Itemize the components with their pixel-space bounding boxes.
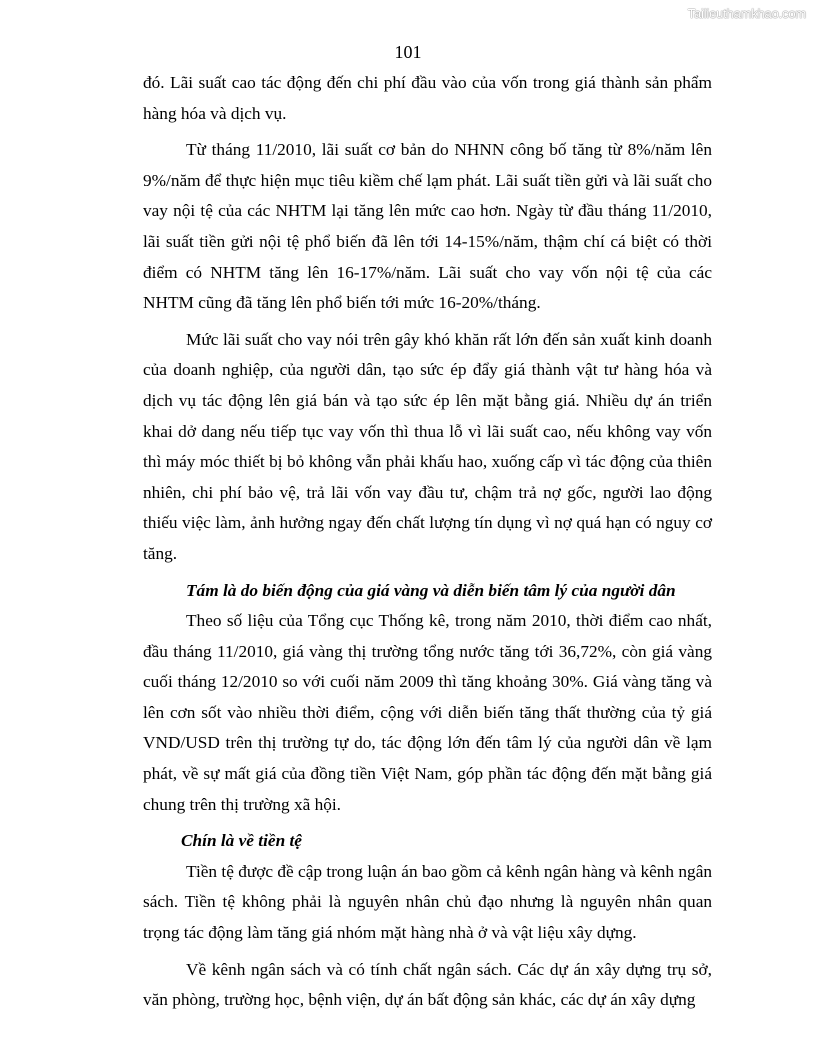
watermark: Tailieuthamkhao.com [687, 6, 806, 21]
paragraph-interest-rate: Từ tháng 11/2010, lãi suất cơ bản do NHNN công bố tăng từ 8%/năm lên 9%/năm để thực hiện mục tiêu kiềm chế lạm phát. Lãi suất tiền gửi và lãi suất cho vay nội tệ của các NHTM lại tăng lên mức cao hơn. Ngày từ đầu tháng 11/2010, lãi suất tiền gửi nội tệ phổ biến đã lên tới 14-15%/năm, thậm chí cá biệt có thời điểm có NHTM tăng lên 16-17%/năm. Lãi suất cho vay vốn nội tệ của các NHTM cũng đã tăng lên phổ biến tới mức 16-20%/tháng. [143, 140, 712, 313]
paragraph-gold-price: Theo số liệu của Tổng cục Thống kê, trong năm 2010, thời điểm cao nhất, đầu tháng 11/2010, giá vàng thị trường tổng nước tăng tới 36,72%, còn giá vàng cuối tháng 12/2010 so với cuối năm 2009 thì tăng khoảng 30%. Giá vàng tăng và lên cơn sốt vào nhiều thời điểm, cộng với diễn biến tăng thất thường của tỷ giá VND/USD trên thị trường tự do, tác động lớn đến tâm lý của người dân về lạm phát, về sự mất giá của đồng tiền Việt Nam, góp phần tác động đến mặt bằng giá chung trên thị trường xã hội. [143, 611, 712, 814]
paragraph-budget-channel: Về kênh ngân sách và có tính chất ngân sách. Các dự án xây dựng trụ sở, văn phòng, trường học, bệnh viện, dự án bất động sản khác, các dự án xây dựng [143, 959, 712, 1010]
paragraph-lending-impact: Mức lãi suất cho vay nói trên gây khó khăn rất lớn đến sản xuất kinh doanh của doanh nghiệp, của người dân, tạo sức ép đẩy giá thành vật tư hàng hóa và dịch vụ tác động lên giá bán và tạo sức ép lên mặt bằng giá. Nhiều dự án triển khai dở dang nếu tiếp tục vay vốn thì thua lỗ vì lãi suất cao, nếu không vay vốn thì máy móc thiết bị bỏ không vẫn phải khấu hao, xuống cấp vì tác động của thiên nhiên, chi phí bảo vệ, trả lãi vốn vay đầu tư, chậm trả nợ gốc, người lao động thiếu việc làm, ảnh hưởng ngay đến chất lượng tín dụng vì nợ quá hạn có nguy cơ tăng. [143, 329, 712, 563]
section-heading-currency: Chín là về tiền tệ [181, 831, 302, 851]
section-heading-gold: Tám là do biến động của giá vàng và diễn biến tâm lý của người dân [186, 580, 676, 600]
paragraph-currency: Tiền tệ được đề cập trong luận án bao gồm cả kênh ngân hàng và kênh ngân sách. Tiền tệ không phải là nguyên nhân chủ đạo nhưng là nguyên nhân quan trọng tác động làm tăng giá nhóm mặt hàng nhà ở và vật liệu xây dựng. [143, 861, 712, 943]
paragraph-continuation: đó. Lãi suất cao tác động đến chi phí đầu vào của vốn trong giá thành sản phẩm hàng hóa và dịch vụ. [143, 73, 712, 123]
page-number: 101 [394, 42, 422, 62]
document-body [143, 68, 712, 1016]
